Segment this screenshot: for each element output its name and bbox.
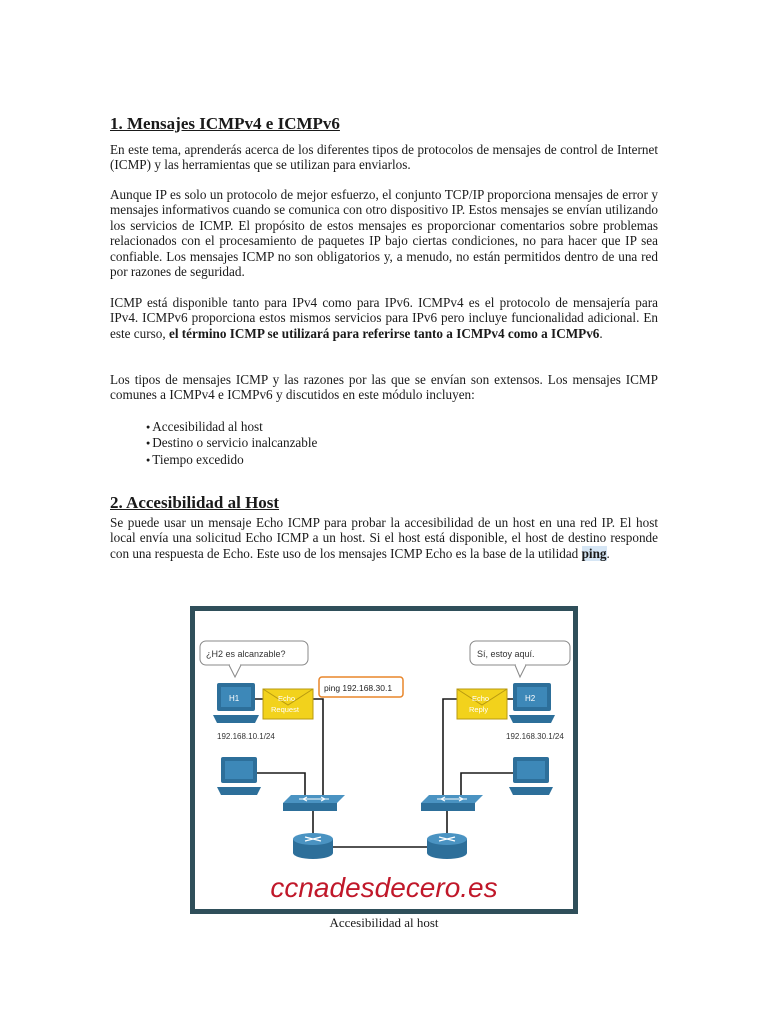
network-diagram (195, 611, 573, 909)
h2-computer-icon (509, 683, 555, 723)
switch-icon (283, 795, 345, 811)
figure-caption: Accesibilidad al host (329, 915, 439, 930)
icmp-versions-paragraph (110, 295, 658, 341)
message-types-paragraph: Los tipos de mensajes ICMP y las razones por las que se envían son extensos. Los mensajes ICMP comunes a ICMPv4 e ICMPv6 y discutidos en este módulo incluyen: (110, 372, 658, 403)
p3-text-end: . (599, 325, 603, 341)
p3-bold-text: el término ICMP se utilizará para referirse tanto a ICMPv4 como a ICMPv6 (168, 325, 600, 341)
bubble-left-text: ¿H2 es alcanzable? (206, 649, 286, 659)
echo-request-line1: Echo (278, 694, 296, 703)
bubble-right-text: Sí, estoy aquí. (477, 649, 535, 659)
p3-text-start: ICMP está disponible tanto para IPv4 como para IPv6. ICMPv4 es el protocolo de mensajería para IPv4. ICMPv6 proporciona estos mismos servicios para IPv6 pero incluye funcionalidad adicional. En este curso, (110, 295, 658, 341)
network-diagram-figure (190, 606, 578, 914)
section-2-heading: 2. Accesibilidad al Host (110, 493, 280, 512)
list-item: ● Accesibilidad al host (146, 419, 317, 435)
message-types-list (146, 419, 317, 468)
p5-text-start: Se puede usar un mensaje Echo ICMP para probar la accesibilidad de un host en una red IP. El host local envía una solicitud Echo ICMP a un host. Si el host está disponible, el host de destino responde con una respuesta de Echo. Este uso de los mensajes ICMP Echo es la base de la utilidad (110, 515, 658, 561)
computer-icon (509, 757, 553, 795)
ip-best-effort-paragraph: Aunque IP es solo un protocolo de mejor esfuerzo, el conjunto TCP/IP proporciona mensajes de error y mensajes informativos cuando se comunica con otro dispositivo IP. Estos mensajes se envían utilizando los servicios de ICMP. El propósito de estos mensajes es proporcionar comentarios sobre problemas relacionados con el procesamiento de paquetes IP bajo ciertas condiciones, no para hacer que IP sea confiable. Los mensajes ICMP no son obligatorios y, a menudo, no están permitidos dentro de una red por razones de seguridad. (110, 187, 658, 280)
echo-request-line2: Request (271, 705, 299, 714)
router-icon (293, 833, 333, 859)
ping-text: ping 192.168.30.1 (324, 683, 393, 693)
echo-reply-line2: Reply (469, 705, 489, 714)
echo-reply-envelope-icon (457, 689, 507, 719)
ping-command-label (319, 677, 403, 697)
h2-ip-address: 192.168.30.1/24 (506, 732, 564, 741)
switch-icon (421, 795, 483, 811)
list-item: ● Destino o servicio inalcanzable (146, 435, 317, 451)
section-1-heading: 1. Mensajes ICMPv4 e ICMPv6 (110, 114, 340, 133)
watermark-text: ccnadesdecero.es (270, 872, 498, 903)
speech-bubble-right (470, 641, 570, 677)
ping-highlight: ping (581, 545, 607, 561)
computer-icon (217, 757, 261, 795)
h1-label: H1 (229, 694, 240, 703)
h2-label: H2 (525, 694, 536, 703)
echo-request-envelope-icon (263, 689, 313, 719)
h1-ip-address: 192.168.10.1/24 (217, 732, 275, 741)
list-item: ● Tiempo excedido (146, 452, 317, 468)
network-diagram-svg (195, 611, 573, 909)
h1-computer-icon (213, 683, 259, 723)
speech-bubble-left (200, 641, 308, 677)
router-icon (427, 833, 467, 859)
network-links (253, 699, 515, 847)
echo-reply-line1: Echo (472, 694, 490, 703)
intro-paragraph: En este tema, aprenderás acerca de los diferentes tipos de protocolos de mensajes de control de Internet (ICMP) y las herramientas que se utilizan para enviarlos. (110, 142, 658, 173)
p5-text-end: . (606, 545, 610, 561)
host-reachability-paragraph (110, 515, 658, 561)
